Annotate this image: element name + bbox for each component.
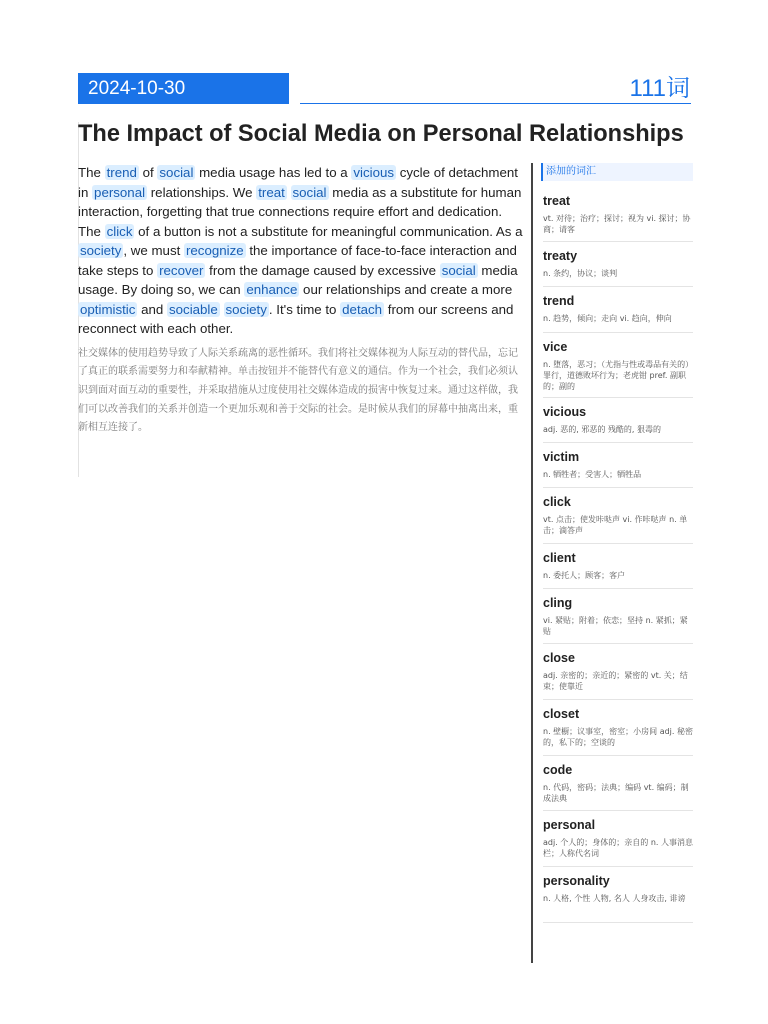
paragraph-text: media usage has led to a [195, 165, 352, 180]
english-paragraph [78, 163, 526, 339]
highlighted-word[interactable]: recover [159, 262, 204, 278]
chinese-translation: 社交媒体的使用趋势导致了人际关系疏离的恶性循环。我们将社交媒体视为人际互动的替代品，忘记了真正的联系需要努力和奉献精神。单击按钮并不能替代有意义的通信。作为一个社会，我们必须认识到面对面互动的重要性，并采取措施从过度使用社交媒体造成的损害中恢复过来。通过这样做，我们可以改善我们的关系并创造一个更加乐观和善于交际的社会。是时候从我们的屏幕中抽离出来，重新相互连接了。 [78, 347, 518, 434]
vocab-list [533, 187, 693, 923]
paragraph-text [287, 185, 291, 200]
highlighted-word[interactable]: enhance [246, 282, 298, 297]
vocab-item[interactable] [543, 398, 693, 443]
paragraph-text: of a button is not a substitute for meaningful communication. As a [134, 223, 523, 239]
vocab-word: personality [543, 874, 610, 888]
word-count: 111词 [629, 75, 690, 102]
vocab-word: cling [543, 596, 573, 610]
vocab-word: trend [543, 294, 575, 308]
vocab-item[interactable] [543, 242, 693, 287]
vocab-item[interactable] [543, 333, 693, 398]
article-title: The Impact of Social Media on Personal Relationships [78, 121, 684, 147]
highlighted-word[interactable]: social [441, 262, 476, 278]
vocab-definition: n. 条约，协议；谈判 [543, 269, 618, 278]
vocab-word: close [543, 651, 575, 665]
vocab-word: treaty [543, 249, 578, 263]
paragraph-text: media as a substitute for human interaction, forgetting that true connections require effort and dedication. The [78, 184, 522, 239]
vocab-word: client [543, 551, 576, 565]
paragraph-text: cycle of detachment in [78, 165, 518, 200]
paragraph-text: . It's time to [268, 301, 341, 317]
vocab-word: victim [543, 450, 580, 464]
vocab-word: vice [543, 340, 568, 354]
vocab-definition: n. 趋势，倾向；走向 vi. 趋向，伸向 [543, 314, 672, 323]
vocab-definition: adj. 个人的；身体的；亲自的 n. 人事消息栏；人称代名词 [543, 838, 693, 858]
vocab-definition: adj. 恶的, 邪恶的 残酷的, 狠毒的 [543, 425, 662, 434]
vocab-word: click [543, 495, 571, 509]
vocab-word: closet [543, 707, 580, 721]
vocab-definition: vt. 对待；治疗；探讨；视为 vi. 探讨；协商；请客 [543, 214, 691, 234]
vocab-item[interactable] [543, 644, 693, 700]
paragraph-text: of [138, 165, 158, 180]
vocab-item[interactable] [543, 811, 693, 867]
vocab-item[interactable] [543, 867, 693, 923]
vocab-item[interactable] [543, 187, 693, 242]
paragraph-text: relationships. We [147, 184, 257, 200]
paragraph-text: and [137, 301, 167, 317]
vocab-item[interactable] [543, 589, 693, 644]
highlighted-word[interactable]: click [106, 223, 133, 239]
vocab-item[interactable] [543, 544, 693, 589]
vocab-definition: n. 委托人；顾客；客户 [543, 571, 626, 580]
vocab-word: treat [543, 194, 571, 208]
vocab-definition: n. 牺牲者；受害人；牺牲品 [543, 470, 642, 479]
vocab-definition: n. 堕落，恶习；（尤指与性或毒品有关的）罪行，道德败坏行为；老虎钳 pref. 副职的；副的 [543, 360, 690, 391]
vocab-word: vicious [543, 405, 587, 419]
paragraph-text: the importance of face-to-face interaction and take steps to [78, 243, 517, 278]
vocab-item[interactable] [543, 700, 693, 756]
vocab-panel [531, 163, 693, 963]
highlighted-word[interactable]: recognize [185, 243, 244, 258]
highlighted-word[interactable]: society [225, 301, 267, 317]
paragraph-text: media usage. By doing so, we can [78, 262, 518, 297]
vocab-definition: n. 壁橱；议事室，密室；小房间 adj. 秘密的，私下的；空谈的 [543, 727, 693, 747]
vocab-item[interactable] [543, 443, 693, 488]
paragraph-text: from the damage caused by excessive [205, 262, 440, 278]
highlighted-word[interactable]: sociable [169, 301, 218, 317]
paragraph-text: from our screens and reconnect with each other. [78, 301, 514, 336]
paragraph-text: , we must [123, 243, 184, 258]
vocab-definition: adj. 亲密的；亲近的；紧密的 vt. 关；结束；使靠近 [543, 671, 688, 691]
vocab-item[interactable] [543, 287, 693, 333]
highlighted-word[interactable]: trend [106, 165, 137, 180]
paragraph-text [220, 302, 224, 317]
vocab-item[interactable] [543, 756, 693, 811]
highlighted-word[interactable]: detach [342, 301, 383, 317]
article-body [78, 163, 526, 438]
date-badge: 2024-10-30 [78, 73, 289, 104]
vocab-word: personal [543, 818, 596, 832]
vocab-definition: vi. 紧贴；附着；依恋；坚持 n. 紧抓；紧贴 [543, 616, 688, 636]
highlighted-word[interactable]: treat [258, 184, 285, 200]
vocab-panel-header: 添加的词汇 [541, 163, 693, 181]
highlighted-word[interactable]: social [159, 165, 194, 180]
highlighted-word[interactable]: vicious [353, 165, 395, 180]
highlighted-word[interactable]: personal [94, 184, 146, 200]
highlighted-word[interactable]: society [80, 243, 122, 258]
highlighted-word[interactable]: social [292, 184, 327, 200]
paragraph-text: our relationships and create a more [299, 282, 513, 297]
vocab-definition: vt. 点击；使发咔哒声 vi. 作咔哒声 n. 单击；滴答声 [543, 515, 688, 535]
highlighted-word[interactable]: optimistic [80, 301, 136, 317]
vocab-word: code [543, 763, 573, 777]
paragraph-text: The [78, 165, 105, 180]
vocab-definition: n. 代码，密码；法典；编码 vt. 编码；制成法典 [543, 783, 689, 803]
vocab-item[interactable] [543, 488, 693, 544]
vocab-definition: n. 人格, 个性 人物, 名人 人身攻击, 诽谤 [543, 894, 686, 903]
